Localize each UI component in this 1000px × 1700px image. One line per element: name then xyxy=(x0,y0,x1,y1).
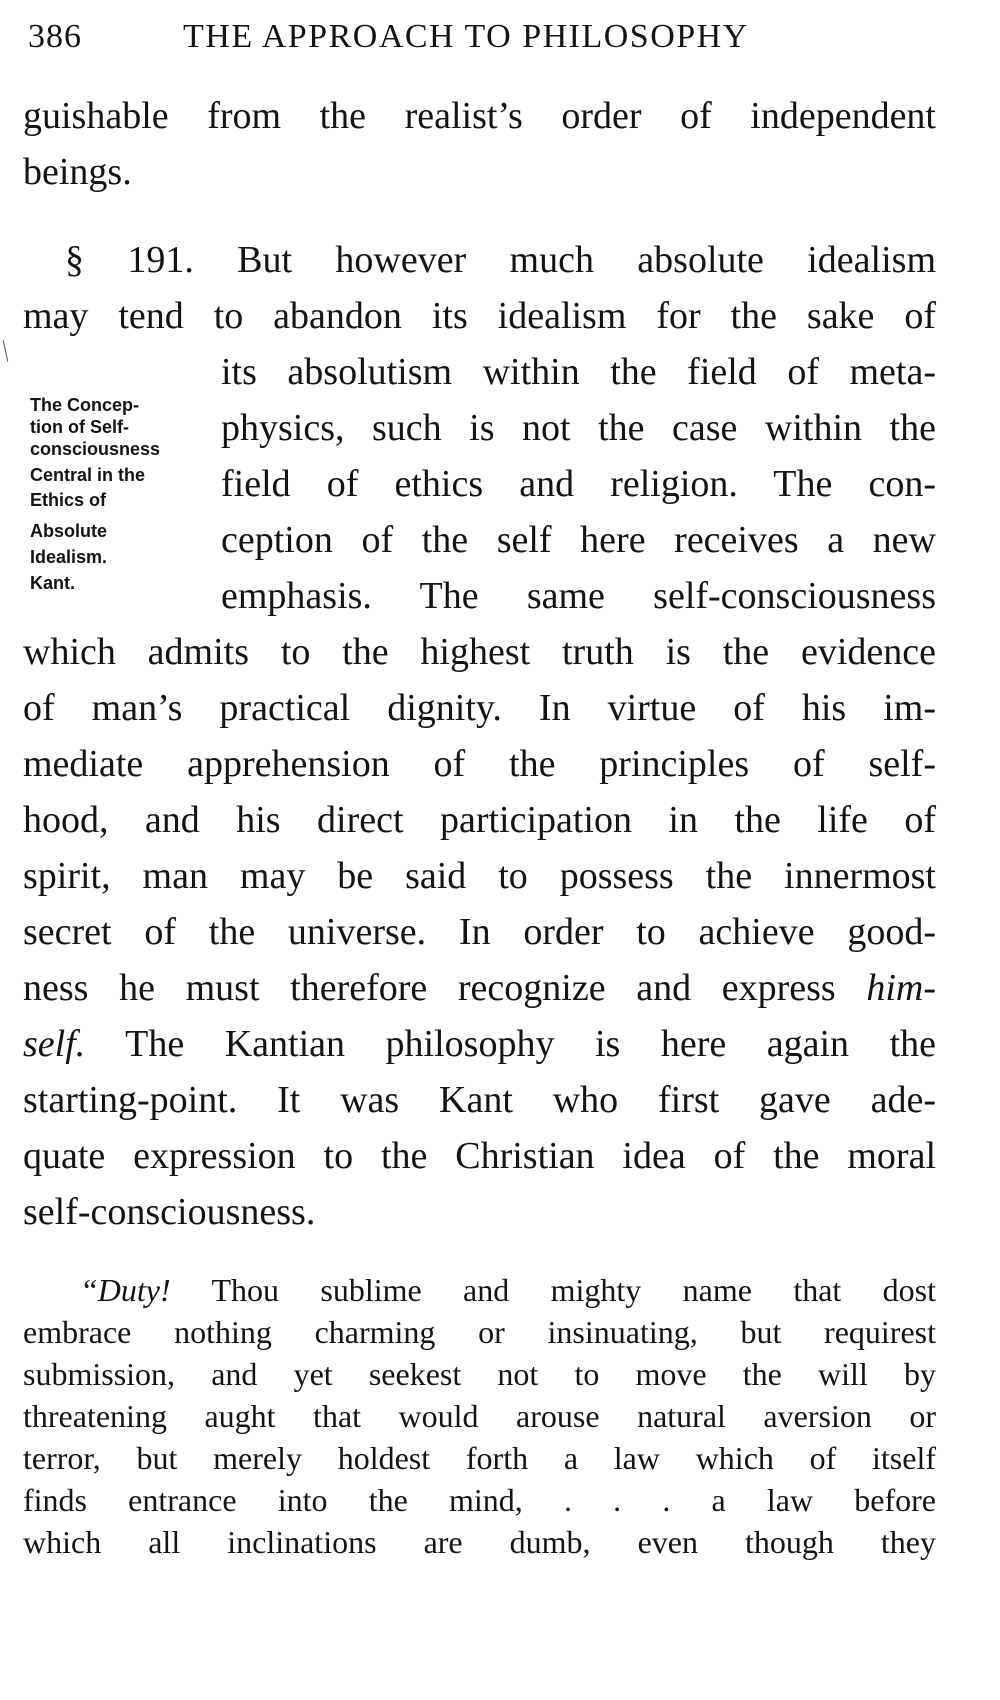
body-text: The Kantian philosophy is here again the xyxy=(125,1023,936,1065)
body-line: which admits to the highest truth is the evidence xyxy=(23,631,936,673)
body-line xyxy=(23,964,936,1012)
running-head xyxy=(28,18,928,68)
body-line: secret of the universe. In order to achieve good- xyxy=(23,911,936,953)
margin-note-line: Ethics of xyxy=(30,490,107,510)
quote-opening: “Duty! xyxy=(80,1272,171,1308)
body-line: hood, and his direct participation in the life of xyxy=(23,799,936,841)
quote-line: embrace nothing charming or insinuating, but requirest xyxy=(23,1314,936,1350)
page-number: 386 xyxy=(28,18,82,55)
body-line: quate expression to the Christian idea of the moral xyxy=(23,1135,936,1177)
body-line: of man’s practical dignity. In virtue of his im- xyxy=(23,687,936,729)
body-line: emphasis. The same self-consciousness xyxy=(221,575,936,617)
margin-note-line: Kant. xyxy=(30,573,75,593)
quote-text: Thou sublime and mighty name that dost xyxy=(211,1272,937,1308)
body-text: ness he must therefore recognize and express xyxy=(23,967,836,1009)
margin-note-line: Idealism. xyxy=(30,547,108,567)
margin-pencil-mark xyxy=(3,340,9,362)
continuation-line: beings. xyxy=(23,151,132,193)
continuation-line: guishable from the realist’s order of independent xyxy=(23,95,936,137)
body-line: physics, such is not the case within the xyxy=(221,407,936,449)
body-line: may tend to abandon its idealism for the sake of xyxy=(23,295,936,337)
margin-note-line: tion of Self- xyxy=(30,417,129,437)
italic-emphasis: self. xyxy=(23,1023,86,1065)
body-line: mediate apprehension of the principles of self- xyxy=(23,743,936,785)
quote-line: submission, and yet seekest not to move the will by xyxy=(23,1356,936,1392)
section-heading-line: § 191. But however much absolute idealism xyxy=(65,239,936,281)
margin-note-line: The Concep- xyxy=(30,395,140,415)
quote-line: finds entrance into the mind, . . . a law before xyxy=(23,1482,936,1518)
body-line: field of ethics and religion. The con- xyxy=(221,463,936,505)
running-title: THE APPROACH TO PHILOSOPHY xyxy=(183,18,749,55)
quote-line: terror, but merely holdest forth a law which of itself xyxy=(23,1440,936,1476)
body-line xyxy=(23,1020,936,1068)
quote-line: which all inclinations are dumb, even though they xyxy=(23,1524,936,1560)
body-line: starting-point. It was Kant who first gave ade- xyxy=(23,1079,936,1121)
margin-note-line: consciousness xyxy=(30,439,161,459)
body-line: self-consciousness. xyxy=(23,1191,316,1233)
quote-line: threatening aught that would arouse natural aversion or xyxy=(23,1398,936,1434)
italic-emphasis: him- xyxy=(866,967,937,1009)
margin-note-line: Absolute xyxy=(30,521,108,541)
body-line: ception of the self here receives a new xyxy=(221,519,936,561)
body-line: its absolutism within the field of meta- xyxy=(221,351,936,393)
margin-note xyxy=(30,392,215,596)
margin-note-line: Central in the xyxy=(30,465,146,485)
body-line: spirit, man may be said to possess the innermost xyxy=(23,855,936,897)
quote-line xyxy=(80,1268,936,1312)
